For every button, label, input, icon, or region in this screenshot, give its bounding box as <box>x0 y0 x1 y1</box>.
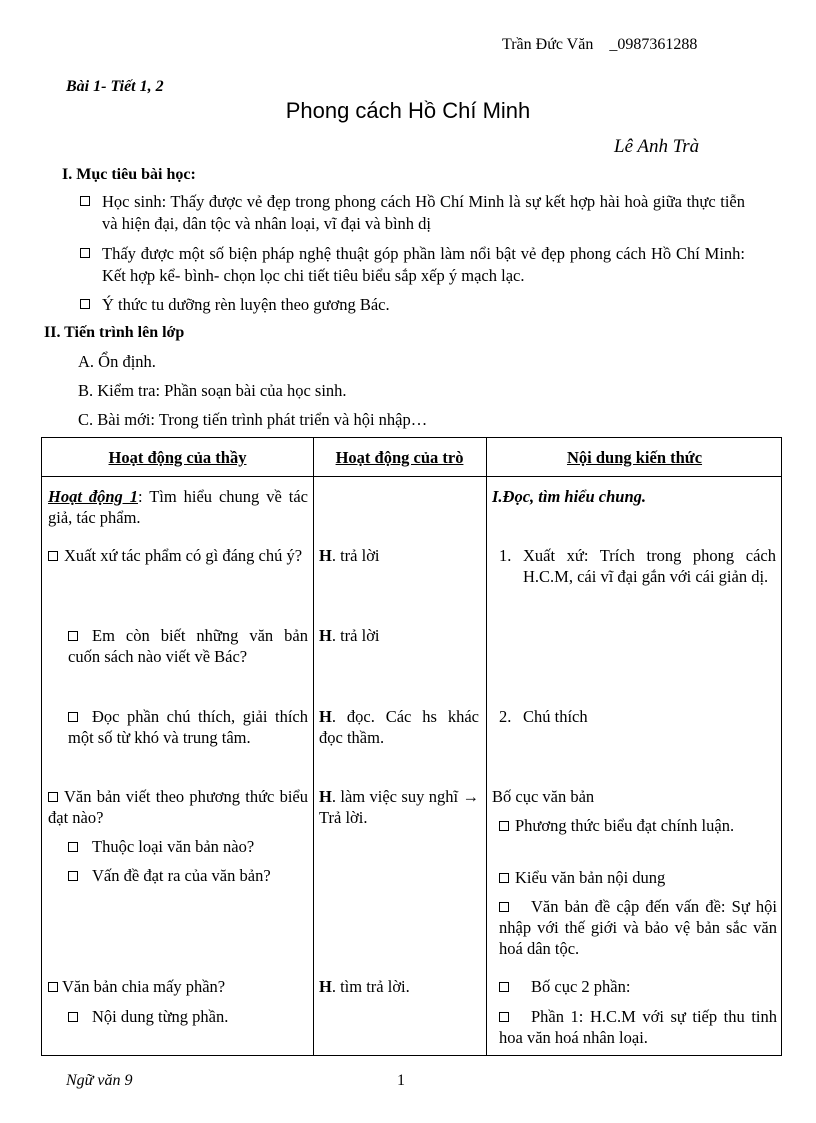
section-objectives-heading: I. Mục tiêu bài học: <box>62 166 196 183</box>
content-text: Xuất xứ: Trích trong phong cách H.C.M, cái vĩ đại gắn với cái giản dị. <box>523 546 776 586</box>
teacher-sub-activity: Vấn đề đạt ra của văn bản? <box>68 865 308 886</box>
page-number: 1 <box>397 1072 405 1089</box>
content-point: Phần 1: H.C.M với sự tiếp thu tinh hoa văn hoá nhân loại. <box>499 1007 777 1047</box>
process-step: B. Kiểm tra: Phần soạn bài của học sinh. <box>78 381 347 400</box>
student-activity: H. trả lời <box>319 626 380 645</box>
content-point: Văn bản đề cập đến vấn đề: Sự hội nhập với thế giới và bảo vệ bản sắc văn hoá dân tộc. <box>499 897 777 958</box>
objective-item: Học sinh: Thấy được vẻ đẹp trong phong cách Hồ Chí Minh là sự kết hợp hài hoà giữa thực tiễn và hiện đại, dân tộc và nhân loại, vĩ đại và bình dị <box>80 191 745 235</box>
checkbox-bullet-icon <box>48 551 58 561</box>
student-activity: H. làm việc suy nghĩ → Trả lời. <box>319 787 479 827</box>
process-step: C. Bài mới: Trong tiến trình phát triển và hội nhập… <box>78 410 428 429</box>
checkbox-bullet-icon <box>68 1012 78 1022</box>
header-author-phone: Trần Đức Văn _0987361288 <box>502 36 698 53</box>
teacher-activity: Xuất xứ tác phẩm có gì đáng chú ý? <box>48 545 308 566</box>
content-point: Kiểu văn bản nội dung <box>499 867 777 888</box>
process-step: A. Ổn định. <box>78 352 156 371</box>
content-point: Bố cục 2 phần: <box>499 976 777 997</box>
checkbox-bullet-icon <box>80 196 90 206</box>
content-number: 2. <box>499 707 512 726</box>
checkbox-bullet-icon <box>499 902 509 912</box>
section-process-heading: II. Tiến trình lên lớp <box>44 324 185 341</box>
teacher-sub-activity: Nội dung từng phần. <box>68 1006 308 1027</box>
content-heading: I.Đọc, tìm hiểu chung. <box>492 487 647 506</box>
column-header-content: Nội dung kiến thức <box>566 448 703 467</box>
student-activity: H. đọc. Các hs khác đọc thầm. <box>319 707 479 747</box>
content-number: 1. <box>499 546 512 565</box>
objective-item: Ý thức tu dưỡng rèn luyện theo gương Bác. <box>80 294 745 316</box>
checkbox-bullet-icon <box>48 982 58 992</box>
checkbox-bullet-icon <box>499 873 509 883</box>
header-divider <box>42 476 781 477</box>
teacher-activity: Văn bản viết theo phương thức biểu đạt nào? <box>48 787 308 827</box>
teacher-activity: Hoạt động 1: Tìm hiểu chung về tác giả, tác phẩm. <box>48 487 308 527</box>
checkbox-bullet-icon <box>68 871 78 881</box>
teacher-activity: Đọc phần chú thích, giải thích một số từ khó và trung tâm. <box>68 707 308 747</box>
checkbox-bullet-icon <box>48 792 58 802</box>
checkbox-bullet-icon <box>499 982 509 992</box>
student-activity: H. tìm trả lời. <box>319 977 410 996</box>
student-activity: H. trả lời <box>319 546 380 565</box>
column-divider <box>486 438 487 1055</box>
checkbox-bullet-icon <box>80 299 90 309</box>
column-header-teacher: Hoạt động của thầy <box>108 448 247 467</box>
teacher-activity: Văn bản chia mấy phần? <box>48 976 308 997</box>
content-text: Bố cục văn bản <box>492 787 595 806</box>
work-author: Lê Anh Trà <box>614 136 700 157</box>
content-point: Phương thức biểu đạt chính luận. <box>499 815 777 836</box>
content-text: Chú thích <box>523 707 588 726</box>
checkbox-bullet-icon <box>68 631 78 641</box>
column-divider <box>313 438 314 1055</box>
checkbox-bullet-icon <box>499 1012 509 1022</box>
checkbox-bullet-icon <box>499 821 509 831</box>
checkbox-bullet-icon <box>68 842 78 852</box>
checkbox-bullet-icon <box>80 248 90 258</box>
objective-item: Thấy được một số biện pháp nghệ thuật góp phần làm nổi bật vẻ đẹp phong cách Hồ Chí Minh: Kết hợp kể- bình- chọn lọc chi tiết tiêu biểu sắp xếp ý mạch lạc. <box>80 243 745 287</box>
checkbox-bullet-icon <box>68 712 78 722</box>
lesson-table <box>41 437 782 1056</box>
teacher-activity: Em còn biết những văn bản cuốn sách nào viết về Bác? <box>68 626 308 666</box>
lesson-label: Bài 1- Tiết 1, 2 <box>66 78 164 95</box>
footer-subject: Ngữ văn 9 <box>66 1072 133 1089</box>
teacher-sub-activity: Thuộc loại văn bản nào? <box>68 836 308 857</box>
column-header-student: Hoạt động của trò <box>335 448 464 467</box>
page-title: Phong cách Hồ Chí Minh <box>285 98 531 123</box>
